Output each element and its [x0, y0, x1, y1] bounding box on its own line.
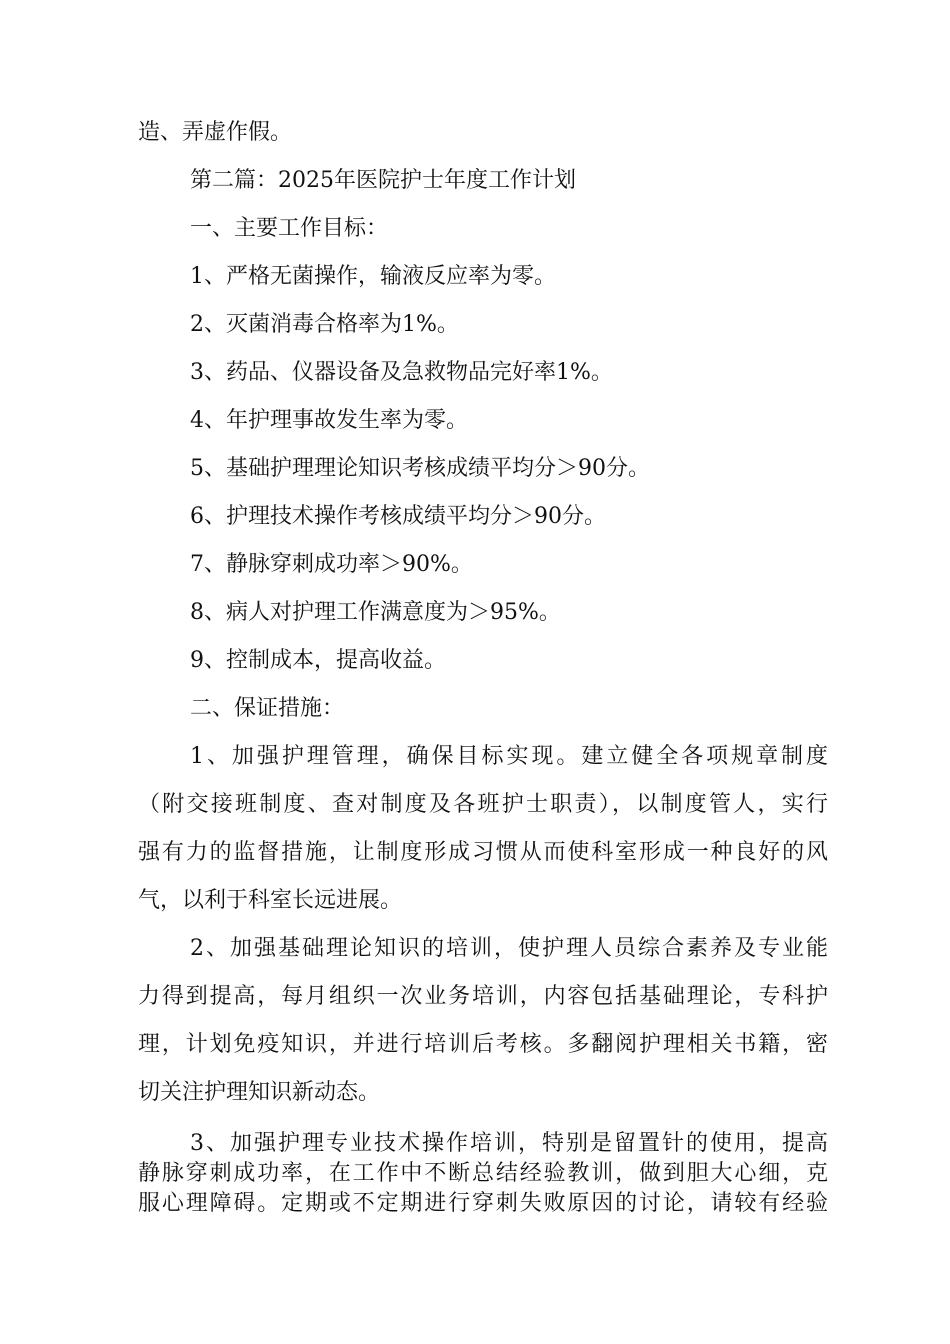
- paragraph-line: 气，以利于科室长远进展。: [138, 888, 403, 913]
- paragraph-line: 服心理障碍。定期或不定期进行穿刺失败原因的讨论，请较有经验: [138, 1191, 828, 1216]
- goal-item: 6、护理技术操作考核成绩平均分＞90分。: [190, 504, 606, 529]
- paragraph-line: 切关注护理知识新动态。: [138, 1080, 381, 1105]
- section-title: 第二篇：2025年医院护士年度工作计划: [190, 168, 576, 193]
- paragraph-line: 静脉穿刺成功率，在工作中不断总结经验教训，做到胆大心细，克: [138, 1161, 828, 1186]
- goal-item: 1、严格无菌操作，输液反应率为零。: [190, 264, 556, 289]
- goal-item: 5、基础护理理论知识考核成绩平均分＞90分。: [190, 456, 650, 481]
- goal-item: 9、控制成本，提高收益。: [190, 648, 446, 673]
- goal-item: 7、静脉穿刺成功率＞90%。: [190, 552, 473, 577]
- paragraph-line: 2、加强基础理论知识的培训，使护理人员综合素养及专业能: [190, 936, 828, 961]
- paragraph-line: （附交接班制度、查对制度及各班护士职责），以制度管人，实行: [138, 792, 828, 817]
- heading-goals: 一、主要工作目标：: [190, 216, 389, 241]
- paragraph-line: 3、加强护理专业技术操作培训，特别是留置针的使用，提高: [190, 1131, 828, 1156]
- paragraph-line: 理，计划免疫知识，并进行培训后考核。多翻阅护理相关书籍，密: [138, 1032, 828, 1057]
- goal-item: 4、年护理事故发生率为零。: [190, 408, 468, 433]
- text-line: 造、弄虚作假。: [138, 120, 293, 145]
- paragraph-line: 1、加强护理管理，确保目标实现。建立健全各项规章制度: [190, 744, 828, 769]
- goal-item: 8、病人对护理工作满意度为＞95%。: [190, 600, 561, 625]
- paragraph-line: 强有力的监督措施，让制度形成习惯从而使科室形成一种良好的风: [138, 840, 828, 865]
- goal-item: 3、药品、仪器设备及急救物品完好率1%。: [190, 360, 613, 385]
- goal-item: 2、灭菌消毒合格率为1%。: [190, 312, 459, 337]
- heading-measures: 二、保证措施：: [190, 696, 345, 721]
- paragraph-line: 力得到提高，每月组织一次业务培训，内容包括基础理论，专科护: [138, 984, 828, 1009]
